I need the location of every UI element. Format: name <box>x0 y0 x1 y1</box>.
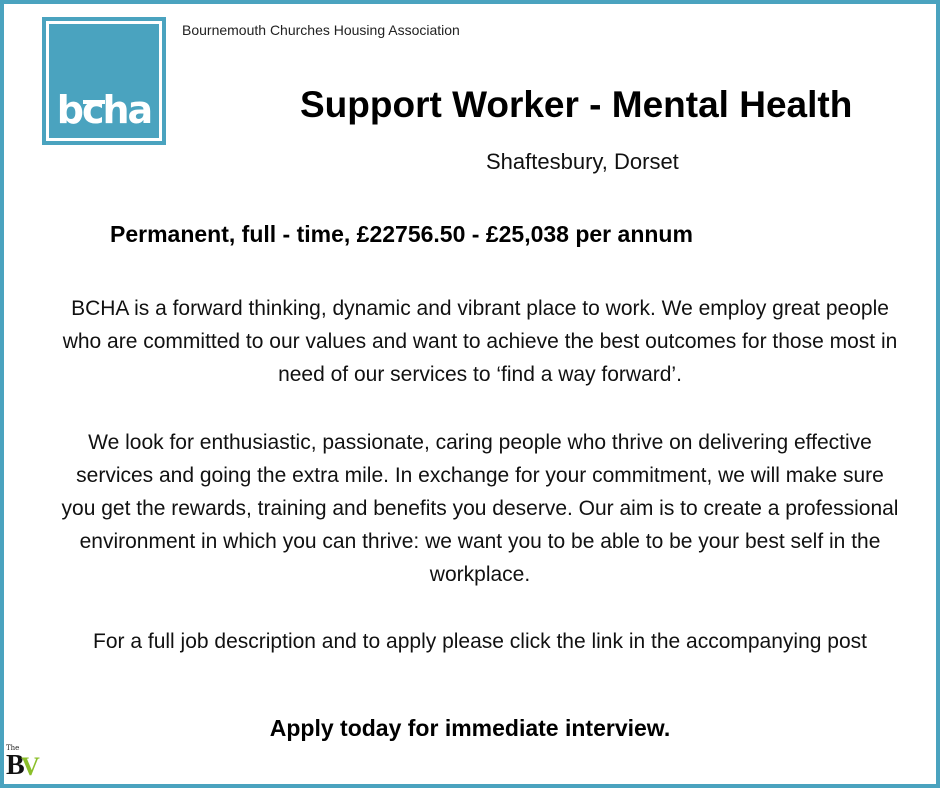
job-terms: Permanent, full - time, £22756.50 - £25,038 per annum <box>110 221 693 247</box>
watermark-b: B <box>6 750 25 781</box>
job-location: Shaftesbury, Dorset <box>486 149 679 174</box>
watermark-v: V <box>21 752 40 781</box>
logo-tile <box>49 24 159 138</box>
logo-text: bcha <box>56 88 152 132</box>
values-paragraph: We look for enthusiastic, passionate, caring people who thrive on delivering effective services and going the extra mile. In exchange for your commitment, we will make sure you get the rewards, training and benefits you deserve. Our aim is to create a professional environment in which you can thrive: we want you to be able to be your best self in the workplace. <box>61 431 899 586</box>
bv-watermark-logo <box>5 744 41 784</box>
job-title: Support Worker - Mental Health <box>300 84 853 125</box>
apply-instructions: For a full job description and to apply please click the link in the accompanying post <box>93 630 867 653</box>
bcha-logo <box>42 17 166 145</box>
intro-paragraph: BCHA is a forward thinking, dynamic and vibrant place to work. We employ great people who are committed to our values and want to achieve the best outcomes for those most in need of our services to ‘find a way forward’. <box>62 297 898 386</box>
apply-call-to-action: Apply today for immediate interview. <box>269 715 671 741</box>
watermark-the: The <box>6 744 20 752</box>
organisation-name: Bournemouth Churches Housing Association <box>182 22 460 38</box>
